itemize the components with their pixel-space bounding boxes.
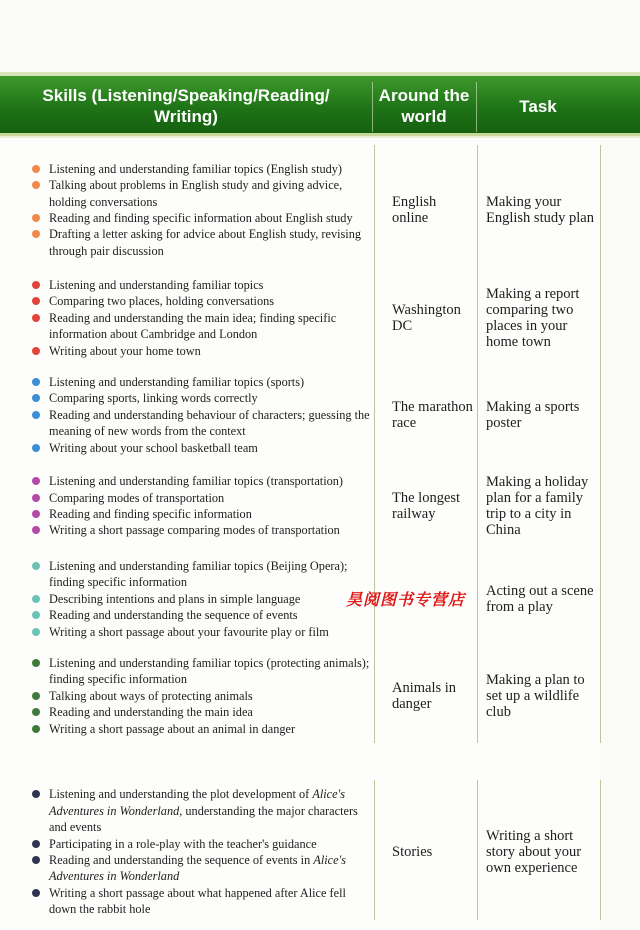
skill-text: Listening and understanding familiar topics (protecting animals); finding specific information	[49, 655, 370, 687]
task-cell	[486, 470, 598, 542]
skill-item	[32, 704, 374, 720]
skill-item	[32, 407, 374, 440]
bullet-icon	[32, 562, 40, 570]
around-the-world-text: The longest railway	[392, 490, 461, 522]
skill-item	[32, 440, 374, 456]
skill-item	[32, 522, 374, 538]
bullet-icon	[32, 411, 40, 419]
bullet-icon	[32, 840, 40, 848]
skill-text: Reading and understanding the main idea; finding specific information about Cambridge and London	[49, 310, 337, 342]
task-text: Writing a short story about your own experience	[486, 828, 582, 876]
bullet-icon	[32, 347, 40, 355]
skill-text: Listening and understanding the plot development of Alice's Adventures in Wonderland, understanding the major characters and events	[49, 787, 358, 835]
skill-item	[32, 655, 374, 688]
skill-item	[32, 177, 374, 210]
table-row	[0, 371, 640, 459]
bullet-icon	[32, 725, 40, 733]
skill-item	[32, 210, 374, 226]
bullet-icon	[32, 444, 40, 452]
skill-text: Reading and understanding the sequence of events in Alice's Adventures in Wonderland	[49, 853, 346, 884]
skill-item	[32, 343, 374, 359]
watermark-text: 昊阅图书专营店	[346, 590, 466, 609]
skill-text: Comparing sports, linking words correctly	[49, 391, 258, 406]
task-text: Acting out a scene from a play	[486, 583, 594, 615]
skill-text: Listening and understanding familiar topics (English study)	[49, 161, 343, 176]
bullet-icon	[32, 628, 40, 636]
skill-text: Comparing modes of transportation	[49, 490, 225, 505]
skill-text: Listening and understanding familiar topics	[49, 277, 264, 292]
table-row	[0, 788, 640, 916]
skill-item	[32, 624, 374, 640]
skill-text: Comparing two places, holding conversations	[49, 294, 275, 309]
bullet-icon	[32, 230, 40, 238]
skill-text: Listening and understanding familiar topics (Beijing Opera); finding specific information	[49, 558, 348, 590]
bullet-icon	[32, 181, 40, 189]
bullet-icon	[32, 611, 40, 619]
skill-item	[32, 390, 374, 406]
header-around-the-world: Around the world	[378, 86, 470, 126]
skill-item	[32, 506, 374, 522]
bullet-icon	[32, 394, 40, 402]
skill-item	[32, 885, 374, 918]
skill-text: Writing about your school basketball team	[49, 440, 258, 455]
around-the-world-text: The marathon race	[392, 399, 473, 431]
skills-cell	[32, 158, 374, 262]
bullet-icon	[32, 494, 40, 502]
bullet-icon	[32, 214, 40, 222]
task-text: Making a sports poster	[486, 399, 580, 431]
skill-item	[32, 688, 374, 704]
task-cell	[486, 788, 598, 916]
skills-cell	[32, 274, 374, 362]
skills-cell	[32, 371, 374, 459]
skill-item	[32, 490, 374, 506]
around-the-world-text: Washington DC	[392, 302, 461, 334]
skill-item	[32, 721, 374, 737]
skill-item	[32, 310, 374, 343]
around-the-world-text: Animals in danger	[392, 680, 457, 712]
skill-item	[32, 591, 374, 607]
bullet-icon	[32, 510, 40, 518]
skill-text: Writing a short passage comparing modes of transportation	[49, 523, 340, 538]
skill-text: Writing about your home town	[49, 343, 201, 358]
table-row	[0, 274, 640, 362]
task-cell	[486, 652, 598, 740]
bullet-icon	[32, 595, 40, 603]
skills-cell	[32, 470, 374, 542]
skill-text: Describing intentions and plans in simple language	[49, 591, 301, 606]
skill-text: Writing a short passage about an animal in danger	[49, 721, 296, 736]
bullet-icon	[32, 856, 40, 864]
around-the-world-text: Stories	[392, 844, 433, 860]
skill-item	[32, 836, 374, 852]
bullet-icon	[32, 889, 40, 897]
around-the-world-cell	[392, 158, 476, 262]
skill-text: Listening and understanding familiar topics (sports)	[49, 374, 305, 389]
skills-cell	[32, 652, 374, 740]
skill-item	[32, 226, 374, 259]
skill-text: Drafting a letter asking for advice about English study, revising through pair discussion	[49, 227, 362, 258]
skill-text: Talking about problems in English study and giving advice, holding conversations	[49, 178, 343, 209]
skill-text: Reading and finding specific information about English study	[49, 211, 353, 225]
skill-item	[32, 607, 374, 623]
around-the-world-cell	[392, 652, 476, 740]
bullet-icon	[32, 477, 40, 485]
skill-text: Writing a short passage about your favourite play or film	[49, 624, 329, 639]
skill-text: Reading and understanding the sequence of events	[49, 608, 298, 623]
bullet-icon	[32, 659, 40, 667]
task-text: Making your English study plan	[486, 194, 594, 226]
skill-text: Reading and understanding the main idea	[49, 705, 253, 720]
top-margin	[0, 0, 640, 72]
bullet-icon	[32, 165, 40, 173]
task-text: Making a report comparing two places in your home town	[486, 286, 580, 350]
around-the-world-cell	[392, 788, 476, 916]
skill-item	[32, 852, 374, 885]
skill-text: Reading and finding specific information	[49, 507, 252, 521]
skills-cell	[32, 788, 374, 916]
table-header	[0, 76, 640, 136]
bullet-icon	[32, 708, 40, 716]
bullet-icon	[32, 378, 40, 386]
bullet-icon	[32, 314, 40, 322]
skill-item	[32, 374, 374, 390]
around-the-world-cell	[392, 274, 476, 362]
table-row	[0, 556, 640, 642]
task-cell	[486, 371, 598, 459]
skill-text: Listening and understanding familiar topics (transportation)	[49, 474, 344, 489]
skill-text: Reading and understanding behaviour of characters; guessing the meaning of new words from the context	[49, 407, 370, 439]
skill-item	[32, 558, 374, 591]
header-task: Task	[519, 96, 557, 116]
bullet-icon	[32, 297, 40, 305]
table-row	[0, 158, 640, 262]
around-the-world-cell	[392, 470, 476, 542]
bullet-icon	[32, 526, 40, 534]
around-the-world-cell	[392, 371, 476, 459]
table-row	[0, 652, 640, 740]
header-skills: Skills (Listening/Speaking/Reading/ Writing)	[42, 86, 330, 126]
table-row	[0, 470, 640, 542]
skill-item	[32, 293, 374, 309]
task-cell	[486, 158, 598, 262]
skill-item	[32, 161, 374, 177]
task-cell	[486, 556, 598, 642]
bullet-icon	[32, 692, 40, 700]
task-text: Making a holiday plan for a family trip to a city in China	[486, 474, 589, 538]
skills-cell	[32, 556, 374, 642]
task-cell	[486, 274, 598, 362]
skill-item	[32, 786, 374, 835]
around-the-world-text: English online	[392, 194, 437, 226]
skill-item	[32, 473, 374, 489]
bullet-icon	[32, 281, 40, 289]
skill-text: Writing a short passage about what happened after Alice fell down the rabbit hole	[49, 885, 346, 917]
skill-item	[32, 277, 374, 293]
bullet-icon	[32, 790, 40, 798]
skill-text: Participating in a role-play with the teacher's guidance	[49, 836, 317, 851]
skill-text: Talking about ways of protecting animals	[49, 688, 253, 703]
task-text: Making a plan to set up a wildlife club	[486, 672, 585, 720]
